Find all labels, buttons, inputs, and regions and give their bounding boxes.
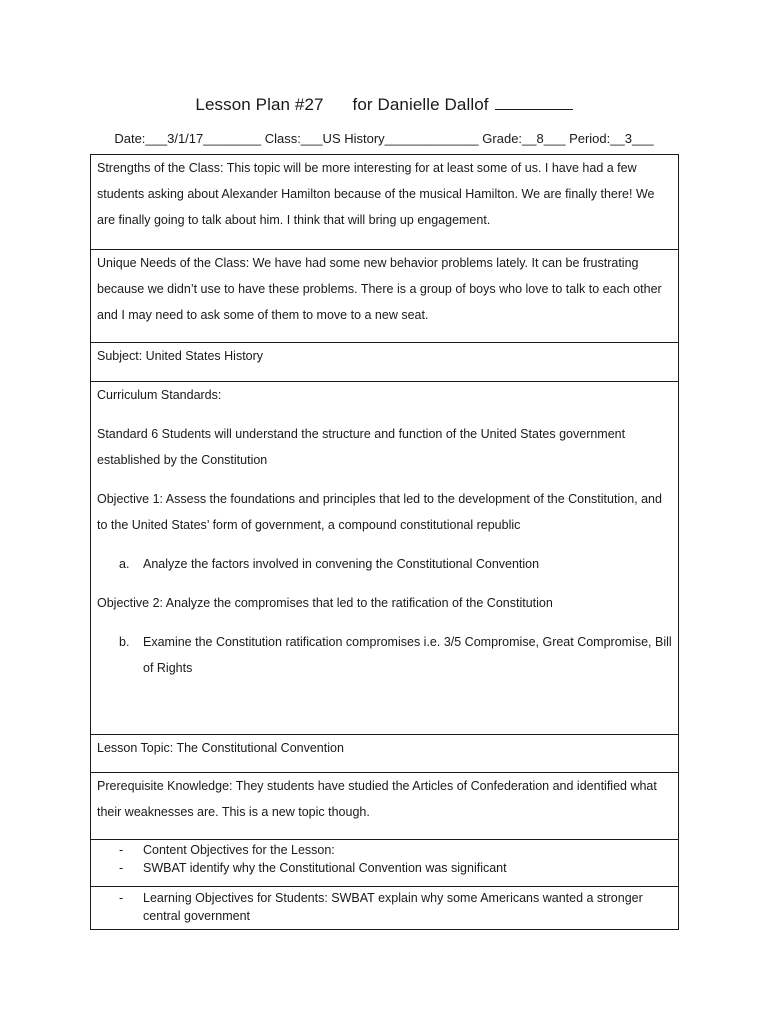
prerequisite-cell bbox=[91, 773, 679, 840]
objective-1-text: Objective 1: Assess the foundations and principles that led to the development of the Constitution, and to the United States’ form of government, a compound constitutional republic bbox=[97, 492, 662, 532]
header-meta-line bbox=[0, 131, 768, 146]
content-objectives-label: Content Objectives for the Lesson: bbox=[143, 843, 335, 857]
lesson-topic-text: Lesson Topic: The Constitutional Convention bbox=[97, 741, 344, 755]
class-label: Class: bbox=[264, 131, 301, 146]
lesson-plan-table bbox=[90, 154, 679, 930]
content-objectives-cell bbox=[91, 840, 679, 887]
row-curriculum bbox=[91, 382, 679, 735]
list-marker-a: a. bbox=[119, 557, 130, 571]
list-item-b bbox=[97, 629, 672, 681]
curriculum-cell bbox=[91, 382, 679, 735]
standard-text: Standard 6 Students will understand the structure and function of the United States government established by the Constitution bbox=[97, 427, 626, 467]
lesson-topic-cell bbox=[91, 735, 679, 773]
subject-cell bbox=[91, 343, 679, 382]
period-value: __3___ bbox=[610, 131, 654, 146]
unique-needs-cell bbox=[91, 250, 679, 343]
row-content-objectives bbox=[91, 840, 679, 887]
strengths-cell bbox=[91, 155, 679, 250]
strengths-text: Strengths of the Class: This topic will be more interesting for at least some of us. I have had a few students asking about Alexander Hamilton because of the musical Hamilton. We are finally there! We are finally going to talk about him. I think that will bring up engagement. bbox=[97, 161, 655, 227]
learning-objectives-cell bbox=[91, 887, 679, 930]
curriculum-heading: Curriculum Standards: bbox=[97, 388, 222, 402]
learning-objective-item bbox=[97, 889, 672, 925]
unique-needs-text: Unique Needs of the Class: We have had some new behavior problems lately. It can be frustrating because we didn’t use to have these problems. There is a group of boys who love to talk to each other and I may need to ask some of them to move to a new seat. bbox=[97, 256, 662, 322]
row-subject bbox=[91, 343, 679, 382]
period-label: Period: bbox=[569, 131, 611, 146]
list-item-a-text: Analyze the factors involved in convening the Constitutional Convention bbox=[143, 557, 540, 571]
grade-label: Grade: bbox=[482, 131, 523, 146]
page-title bbox=[0, 93, 768, 115]
list-item-a bbox=[97, 551, 672, 577]
title-text: Lesson Plan #27 for Danielle Dallof bbox=[195, 95, 489, 114]
objective-2-text: Objective 2: Analyze the compromises that led to the ratification of the Constitution bbox=[97, 596, 553, 610]
content-objective-text: SWBAT identify why the Constitutional Convention was significant bbox=[143, 861, 507, 875]
dash-marker: - bbox=[119, 843, 124, 857]
learning-objectives-text: Learning Objectives for Students: SWBAT explain why some Americans wanted a stronger central government bbox=[143, 891, 643, 923]
grade-value: __8___ bbox=[522, 131, 566, 146]
row-learning-objectives bbox=[91, 887, 679, 930]
dash-marker: - bbox=[119, 861, 124, 875]
row-prerequisite bbox=[91, 773, 679, 840]
content-objectives-heading bbox=[97, 841, 672, 859]
row-unique-needs bbox=[91, 250, 679, 343]
list-marker-b: b. bbox=[119, 635, 130, 649]
subject-text: Subject: United States History bbox=[97, 349, 264, 363]
date-label: Date: bbox=[114, 131, 146, 146]
content-objective-item bbox=[97, 859, 672, 877]
row-strengths bbox=[91, 155, 679, 250]
prerequisite-text: Prerequisite Knowledge: They students have studied the Articles of Confederation and identified what their weaknesses are. This is a new topic though. bbox=[97, 779, 657, 819]
dash-marker: - bbox=[119, 891, 124, 905]
date-value: ___3/1/17________ bbox=[145, 131, 262, 146]
name-underline bbox=[495, 93, 573, 110]
list-item-b-text: Examine the Constitution ratification compromises i.e. 3/5 Compromise, Great Compromise, Bill of Rights bbox=[143, 635, 672, 675]
row-lesson-topic bbox=[91, 735, 679, 773]
class-value: ___US History_____________ bbox=[300, 131, 479, 146]
